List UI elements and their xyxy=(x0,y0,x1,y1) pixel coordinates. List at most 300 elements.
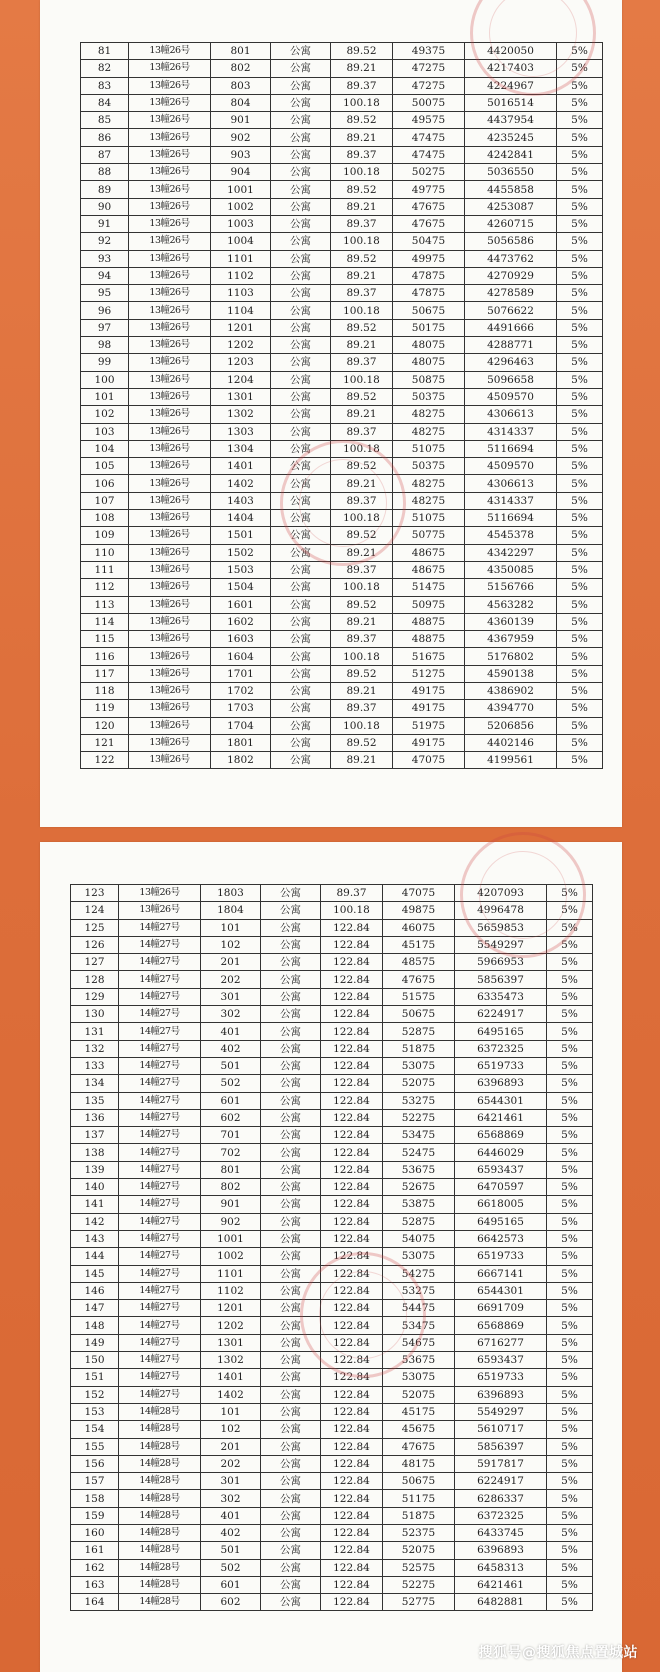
cell-room-number: 1101 xyxy=(211,250,271,267)
cell-discount-rate: 5% xyxy=(557,285,603,302)
cell-building-unit: 13幢26号 xyxy=(129,527,211,544)
table-row xyxy=(71,1507,593,1524)
cell-room-number: 1401 xyxy=(201,1369,261,1386)
cell-total-price: 6691709 xyxy=(455,1300,547,1317)
cell-building-unit: 13幢26号 xyxy=(129,215,211,232)
table-row xyxy=(71,1023,593,1040)
cell-property-type: 公寓 xyxy=(271,337,331,354)
cell-total-price: 6495165 xyxy=(455,1023,547,1040)
cell-total-price: 6224917 xyxy=(455,1006,547,1023)
cell-row-index: 129 xyxy=(71,988,119,1005)
cell-row-index: 136 xyxy=(71,1109,119,1126)
cell-discount-rate: 5% xyxy=(547,1438,593,1455)
cell-row-index: 122 xyxy=(81,752,129,769)
cell-room-number: 301 xyxy=(201,1473,261,1490)
cell-discount-rate: 5% xyxy=(557,164,603,181)
cell-row-index: 117 xyxy=(81,665,129,682)
cell-room-number: 102 xyxy=(201,1421,261,1438)
cell-area-sqm: 122.84 xyxy=(321,954,383,971)
table-row xyxy=(81,492,603,509)
cell-building-unit: 13幢26号 xyxy=(129,181,211,198)
cell-property-type: 公寓 xyxy=(271,527,331,544)
cell-unit-price: 51475 xyxy=(393,579,465,596)
cell-building-unit: 14幢27号 xyxy=(119,1040,201,1057)
cell-total-price: 6421461 xyxy=(455,1109,547,1126)
cell-area-sqm: 122.84 xyxy=(321,1040,383,1057)
cell-row-index: 100 xyxy=(81,371,129,388)
table-row xyxy=(81,285,603,302)
cell-row-index: 154 xyxy=(71,1421,119,1438)
cell-discount-rate: 5% xyxy=(547,1455,593,1472)
cell-total-price: 6495165 xyxy=(455,1213,547,1230)
cell-row-index: 142 xyxy=(71,1213,119,1230)
cell-unit-price: 52075 xyxy=(383,1542,455,1559)
cell-room-number: 601 xyxy=(201,1092,261,1109)
cell-total-price: 4367959 xyxy=(465,631,557,648)
table-row xyxy=(71,1075,593,1092)
cell-room-number: 903 xyxy=(211,146,271,163)
cell-building-unit: 13幢26号 xyxy=(129,665,211,682)
cell-discount-rate: 5% xyxy=(547,936,593,953)
cell-row-index: 146 xyxy=(71,1282,119,1299)
cell-discount-rate: 5% xyxy=(557,233,603,250)
table-row xyxy=(81,648,603,665)
cell-area-sqm: 122.84 xyxy=(321,1524,383,1541)
cell-discount-rate: 5% xyxy=(557,648,603,665)
cell-discount-rate: 5% xyxy=(547,1386,593,1403)
table-row xyxy=(81,631,603,648)
cell-total-price: 4386902 xyxy=(465,682,557,699)
cell-total-price: 5076622 xyxy=(465,302,557,319)
cell-row-index: 83 xyxy=(81,77,129,94)
cell-unit-price: 52875 xyxy=(383,1023,455,1040)
cell-total-price: 4491666 xyxy=(465,319,557,336)
table-row xyxy=(71,1213,593,1230)
cell-row-index: 162 xyxy=(71,1559,119,1576)
cell-row-index: 131 xyxy=(71,1023,119,1040)
cell-total-price: 4306613 xyxy=(465,475,557,492)
price-table-1-body xyxy=(81,43,603,769)
cell-discount-rate: 5% xyxy=(547,902,593,919)
cell-total-price: 4199561 xyxy=(465,752,557,769)
table-row xyxy=(81,371,603,388)
cell-area-sqm: 122.84 xyxy=(321,1438,383,1455)
cell-discount-rate: 5% xyxy=(557,561,603,578)
cell-room-number: 1201 xyxy=(211,319,271,336)
cell-building-unit: 14幢27号 xyxy=(119,1161,201,1178)
cell-unit-price: 50975 xyxy=(393,596,465,613)
cell-row-index: 139 xyxy=(71,1161,119,1178)
cell-discount-rate: 5% xyxy=(547,988,593,1005)
cell-discount-rate: 5% xyxy=(547,1127,593,1144)
cell-area-sqm: 122.84 xyxy=(321,1300,383,1317)
cell-property-type: 公寓 xyxy=(261,1369,321,1386)
cell-total-price: 4314337 xyxy=(465,423,557,440)
cell-row-index: 108 xyxy=(81,510,129,527)
cell-row-index: 132 xyxy=(71,1040,119,1057)
cell-discount-rate: 5% xyxy=(557,267,603,284)
cell-unit-price: 48875 xyxy=(393,613,465,630)
cell-discount-rate: 5% xyxy=(547,1006,593,1023)
cell-building-unit: 14幢27号 xyxy=(119,1109,201,1126)
cell-property-type: 公寓 xyxy=(271,665,331,682)
cell-discount-rate: 5% xyxy=(547,885,593,902)
cell-row-index: 125 xyxy=(71,919,119,936)
table-row xyxy=(71,1127,593,1144)
cell-room-number: 1301 xyxy=(201,1334,261,1351)
cell-total-price: 4306613 xyxy=(465,406,557,423)
cell-total-price: 6593437 xyxy=(455,1161,547,1178)
cell-unit-price: 52875 xyxy=(383,1213,455,1230)
cell-row-index: 137 xyxy=(71,1127,119,1144)
cell-unit-price: 51075 xyxy=(393,510,465,527)
cell-discount-rate: 5% xyxy=(557,43,603,60)
cell-building-unit: 14幢27号 xyxy=(119,1334,201,1351)
cell-row-index: 134 xyxy=(71,1075,119,1092)
cell-room-number: 801 xyxy=(211,43,271,60)
cell-building-unit: 14幢27号 xyxy=(119,1092,201,1109)
cell-property-type: 公寓 xyxy=(271,302,331,319)
table-row xyxy=(71,1317,593,1334)
cell-area-sqm: 100.18 xyxy=(331,164,393,181)
cell-room-number: 1503 xyxy=(211,561,271,578)
cell-property-type: 公寓 xyxy=(271,492,331,509)
cell-unit-price: 45175 xyxy=(383,1403,455,1420)
cell-unit-price: 49775 xyxy=(393,181,465,198)
cell-area-sqm: 89.37 xyxy=(331,146,393,163)
cell-room-number: 1203 xyxy=(211,354,271,371)
cell-unit-price: 51975 xyxy=(393,717,465,734)
cell-discount-rate: 5% xyxy=(547,1023,593,1040)
table-row xyxy=(71,1006,593,1023)
table-row xyxy=(81,665,603,682)
cell-total-price: 6568869 xyxy=(455,1317,547,1334)
cell-total-price: 6482881 xyxy=(455,1594,547,1611)
cell-property-type: 公寓 xyxy=(261,1282,321,1299)
cell-unit-price: 50875 xyxy=(393,371,465,388)
table-row xyxy=(81,510,603,527)
cell-unit-price: 48275 xyxy=(393,406,465,423)
cell-unit-price: 51675 xyxy=(393,648,465,665)
cell-total-price: 5610717 xyxy=(455,1421,547,1438)
cell-property-type: 公寓 xyxy=(271,734,331,751)
cell-total-price: 4473762 xyxy=(465,250,557,267)
cell-building-unit: 14幢27号 xyxy=(119,1386,201,1403)
cell-property-type: 公寓 xyxy=(261,971,321,988)
cell-total-price: 5096658 xyxy=(465,371,557,388)
cell-total-price: 6519733 xyxy=(455,1369,547,1386)
cell-room-number: 602 xyxy=(201,1109,261,1126)
cell-property-type: 公寓 xyxy=(261,954,321,971)
cell-room-number: 302 xyxy=(201,1006,261,1023)
cell-room-number: 1302 xyxy=(201,1352,261,1369)
cell-building-unit: 13幢26号 xyxy=(129,510,211,527)
cell-discount-rate: 5% xyxy=(547,1196,593,1213)
table-row xyxy=(71,1196,593,1213)
cell-building-unit: 13幢26号 xyxy=(129,198,211,215)
cell-total-price: 4314337 xyxy=(465,492,557,509)
cell-row-index: 152 xyxy=(71,1386,119,1403)
table-row xyxy=(71,1230,593,1247)
cell-area-sqm: 122.84 xyxy=(321,1023,383,1040)
cell-discount-rate: 5% xyxy=(557,631,603,648)
cell-property-type: 公寓 xyxy=(271,406,331,423)
cell-row-index: 160 xyxy=(71,1524,119,1541)
cell-building-unit: 13幢26号 xyxy=(129,423,211,440)
cell-building-unit: 14幢27号 xyxy=(119,1248,201,1265)
cell-unit-price: 53875 xyxy=(383,1196,455,1213)
cell-unit-price: 46075 xyxy=(383,919,455,936)
cell-building-unit: 13幢26号 xyxy=(129,112,211,129)
cell-row-index: 121 xyxy=(81,734,129,751)
cell-area-sqm: 100.18 xyxy=(331,648,393,665)
cell-total-price: 6396893 xyxy=(455,1075,547,1092)
cell-row-index: 158 xyxy=(71,1490,119,1507)
cell-property-type: 公寓 xyxy=(271,475,331,492)
cell-row-index: 143 xyxy=(71,1230,119,1247)
table-row xyxy=(71,1559,593,1576)
cell-discount-rate: 5% xyxy=(547,1559,593,1576)
cell-row-index: 116 xyxy=(81,648,129,665)
cell-building-unit: 13幢26号 xyxy=(129,94,211,111)
cell-property-type: 公寓 xyxy=(261,1576,321,1593)
cell-building-unit: 13幢26号 xyxy=(129,146,211,163)
cell-property-type: 公寓 xyxy=(271,112,331,129)
cell-discount-rate: 5% xyxy=(547,1265,593,1282)
table-row xyxy=(81,233,603,250)
cell-unit-price: 50375 xyxy=(393,388,465,405)
cell-property-type: 公寓 xyxy=(271,648,331,665)
cell-row-index: 111 xyxy=(81,561,129,578)
cell-property-type: 公寓 xyxy=(261,1473,321,1490)
cell-row-index: 127 xyxy=(71,954,119,971)
table-row xyxy=(81,717,603,734)
cell-room-number: 402 xyxy=(201,1524,261,1541)
cell-area-sqm: 122.84 xyxy=(321,1334,383,1351)
cell-total-price: 4242841 xyxy=(465,146,557,163)
table-row xyxy=(71,1179,593,1196)
table-row xyxy=(71,1473,593,1490)
table-row xyxy=(81,337,603,354)
cell-building-unit: 14幢28号 xyxy=(119,1473,201,1490)
cell-building-unit: 14幢27号 xyxy=(119,1282,201,1299)
cell-property-type: 公寓 xyxy=(271,233,331,250)
cell-room-number: 602 xyxy=(201,1594,261,1611)
cell-unit-price: 48875 xyxy=(393,631,465,648)
cell-room-number: 601 xyxy=(201,1576,261,1593)
cell-property-type: 公寓 xyxy=(271,354,331,371)
cell-total-price: 6396893 xyxy=(455,1542,547,1559)
cell-row-index: 93 xyxy=(81,250,129,267)
cell-building-unit: 14幢27号 xyxy=(119,1230,201,1247)
table-row xyxy=(81,440,603,457)
cell-total-price: 6470597 xyxy=(455,1179,547,1196)
cell-area-sqm: 122.84 xyxy=(321,1075,383,1092)
cell-property-type: 公寓 xyxy=(261,1023,321,1040)
cell-unit-price: 51275 xyxy=(393,665,465,682)
cell-building-unit: 14幢27号 xyxy=(119,954,201,971)
cell-building-unit: 14幢28号 xyxy=(119,1421,201,1438)
cell-total-price: 6421461 xyxy=(455,1576,547,1593)
cell-property-type: 公寓 xyxy=(261,1161,321,1178)
cell-unit-price: 51875 xyxy=(383,1040,455,1057)
cell-total-price: 6642573 xyxy=(455,1230,547,1247)
cell-unit-price: 52475 xyxy=(383,1144,455,1161)
cell-total-price: 6372325 xyxy=(455,1040,547,1057)
cell-total-price: 5176802 xyxy=(465,648,557,665)
table-row xyxy=(81,475,603,492)
cell-area-sqm: 89.52 xyxy=(331,527,393,544)
cell-room-number: 101 xyxy=(201,919,261,936)
cell-room-number: 1702 xyxy=(211,682,271,699)
cell-discount-rate: 5% xyxy=(547,1248,593,1265)
cell-discount-rate: 5% xyxy=(557,440,603,457)
cell-discount-rate: 5% xyxy=(557,665,603,682)
cell-room-number: 1602 xyxy=(211,613,271,630)
table-row xyxy=(71,1144,593,1161)
price-table-2 xyxy=(70,884,593,1611)
cell-total-price: 6618005 xyxy=(455,1196,547,1213)
table-row xyxy=(81,752,603,769)
cell-unit-price: 49575 xyxy=(393,112,465,129)
cell-unit-price: 51075 xyxy=(393,440,465,457)
cell-property-type: 公寓 xyxy=(271,164,331,181)
cell-building-unit: 13幢26号 xyxy=(129,354,211,371)
cell-row-index: 120 xyxy=(81,717,129,734)
cell-discount-rate: 5% xyxy=(557,752,603,769)
cell-property-type: 公寓 xyxy=(271,250,331,267)
table-row xyxy=(81,423,603,440)
table-row xyxy=(71,1576,593,1593)
cell-building-unit: 13幢26号 xyxy=(129,579,211,596)
cell-area-sqm: 89.52 xyxy=(331,665,393,682)
cell-unit-price: 52575 xyxy=(383,1559,455,1576)
cell-building-unit: 13幢26号 xyxy=(129,648,211,665)
cell-room-number: 1001 xyxy=(211,181,271,198)
cell-building-unit: 13幢26号 xyxy=(129,561,211,578)
cell-total-price: 4207093 xyxy=(455,885,547,902)
cell-row-index: 156 xyxy=(71,1455,119,1472)
cell-room-number: 1801 xyxy=(211,734,271,751)
cell-area-sqm: 89.21 xyxy=(331,337,393,354)
cell-property-type: 公寓 xyxy=(271,544,331,561)
cell-property-type: 公寓 xyxy=(271,77,331,94)
cell-unit-price: 53675 xyxy=(383,1161,455,1178)
cell-room-number: 502 xyxy=(201,1075,261,1092)
cell-area-sqm: 89.21 xyxy=(331,544,393,561)
cell-property-type: 公寓 xyxy=(261,1127,321,1144)
cell-building-unit: 13幢26号 xyxy=(129,475,211,492)
cell-row-index: 115 xyxy=(81,631,129,648)
cell-discount-rate: 5% xyxy=(547,1109,593,1126)
cell-room-number: 502 xyxy=(201,1559,261,1576)
table-row xyxy=(81,146,603,163)
cell-area-sqm: 100.18 xyxy=(331,94,393,111)
price-sheet-page-2 xyxy=(40,842,622,1672)
cell-property-type: 公寓 xyxy=(261,1265,321,1282)
cell-unit-price: 48275 xyxy=(393,475,465,492)
cell-discount-rate: 5% xyxy=(557,682,603,699)
cell-row-index: 81 xyxy=(81,43,129,60)
cell-property-type: 公寓 xyxy=(261,1594,321,1611)
cell-unit-price: 53075 xyxy=(383,1057,455,1074)
cell-unit-price: 53275 xyxy=(383,1092,455,1109)
cell-building-unit: 13幢26号 xyxy=(129,337,211,354)
cell-room-number: 1701 xyxy=(211,665,271,682)
cell-building-unit: 13幢26号 xyxy=(129,250,211,267)
cell-row-index: 114 xyxy=(81,613,129,630)
cell-room-number: 101 xyxy=(201,1403,261,1420)
cell-discount-rate: 5% xyxy=(547,1161,593,1178)
cell-total-price: 5856397 xyxy=(455,971,547,988)
cell-building-unit: 13幢26号 xyxy=(119,902,201,919)
cell-unit-price: 50675 xyxy=(393,302,465,319)
table-row xyxy=(71,1092,593,1109)
table-row xyxy=(71,1542,593,1559)
table-row xyxy=(81,700,603,717)
cell-area-sqm: 122.84 xyxy=(321,1265,383,1282)
cell-unit-price: 50175 xyxy=(393,319,465,336)
cell-unit-price: 47275 xyxy=(393,60,465,77)
cell-property-type: 公寓 xyxy=(271,579,331,596)
cell-discount-rate: 5% xyxy=(557,734,603,751)
cell-room-number: 302 xyxy=(201,1490,261,1507)
cell-unit-price: 52675 xyxy=(383,1179,455,1196)
cell-property-type: 公寓 xyxy=(271,319,331,336)
cell-building-unit: 13幢26号 xyxy=(129,302,211,319)
cell-area-sqm: 122.84 xyxy=(321,1369,383,1386)
cell-discount-rate: 5% xyxy=(557,717,603,734)
price-table-2-body xyxy=(71,885,593,1611)
cell-area-sqm: 100.18 xyxy=(331,717,393,734)
cell-area-sqm: 122.84 xyxy=(321,919,383,936)
cell-room-number: 1402 xyxy=(201,1386,261,1403)
cell-row-index: 97 xyxy=(81,319,129,336)
cell-unit-price: 49175 xyxy=(393,682,465,699)
cell-discount-rate: 5% xyxy=(557,388,603,405)
cell-total-price: 6519733 xyxy=(455,1248,547,1265)
cell-property-type: 公寓 xyxy=(261,1144,321,1161)
cell-room-number: 1403 xyxy=(211,492,271,509)
cell-area-sqm: 122.84 xyxy=(321,1006,383,1023)
cell-room-number: 1301 xyxy=(211,388,271,405)
cell-total-price: 5036550 xyxy=(465,164,557,181)
cell-property-type: 公寓 xyxy=(261,1300,321,1317)
cell-area-sqm: 122.84 xyxy=(321,1386,383,1403)
cell-property-type: 公寓 xyxy=(271,717,331,734)
cell-building-unit: 14幢27号 xyxy=(119,1006,201,1023)
cell-discount-rate: 5% xyxy=(557,354,603,371)
cell-area-sqm: 122.84 xyxy=(321,1507,383,1524)
table-row xyxy=(71,1490,593,1507)
cell-area-sqm: 122.84 xyxy=(321,1455,383,1472)
cell-total-price: 5917817 xyxy=(455,1455,547,1472)
cell-room-number: 102 xyxy=(201,936,261,953)
cell-area-sqm: 89.21 xyxy=(331,198,393,215)
cell-row-index: 148 xyxy=(71,1317,119,1334)
table-row xyxy=(81,250,603,267)
cell-discount-rate: 5% xyxy=(547,1092,593,1109)
cell-area-sqm: 122.84 xyxy=(321,1490,383,1507)
cell-room-number: 401 xyxy=(201,1507,261,1524)
cell-row-index: 124 xyxy=(71,902,119,919)
cell-property-type: 公寓 xyxy=(271,60,331,77)
table-row xyxy=(71,1386,593,1403)
cell-row-index: 157 xyxy=(71,1473,119,1490)
cell-room-number: 1104 xyxy=(211,302,271,319)
cell-building-unit: 14幢27号 xyxy=(119,1352,201,1369)
table-row xyxy=(71,1421,593,1438)
